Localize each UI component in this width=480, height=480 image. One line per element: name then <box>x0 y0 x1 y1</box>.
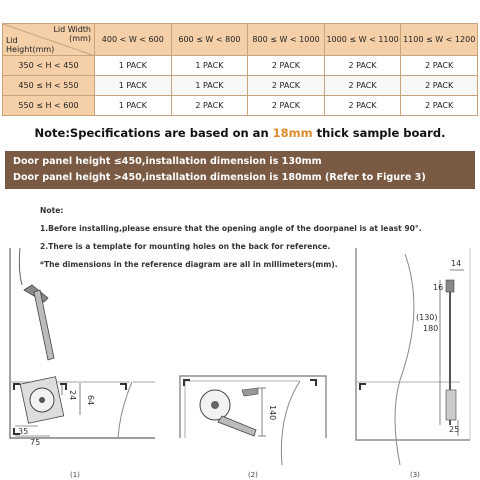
column-header: 1000 ≤ W < 1100 <box>324 24 401 56</box>
table-cell: 2 PACK <box>248 56 325 76</box>
table-header-row <box>3 24 478 56</box>
banner-line: Door panel height >450,installation dimension is 180mm (Refer to Figure 3) <box>13 172 426 183</box>
table-cell: 1 PACK <box>95 76 172 96</box>
notes-title: Note: <box>40 206 64 215</box>
figure-label: (1) <box>70 471 80 479</box>
dim-140: 140 <box>268 405 277 421</box>
table-cell: 2 PACK <box>401 56 478 76</box>
figure-2 <box>180 376 326 479</box>
table-cell: 2 PACK <box>171 96 248 116</box>
dim-25: 25 <box>449 425 460 434</box>
dim-64: 64 <box>86 395 95 406</box>
spec-note: Note:Specifications are based on an 18mm thick sample board. <box>34 126 446 140</box>
note-item: 1.Before installing,please ensure that the opening angle of the doorpanel is at least 90°. <box>40 224 422 233</box>
note-item: *The dimensions in the reference diagram are all in millimeters(mm). <box>40 260 338 269</box>
table-cell: 1 PACK <box>171 56 248 76</box>
table-cell: 1 PACK <box>95 96 172 116</box>
column-header: 800 ≤ W < 1000 <box>248 24 325 56</box>
table-cell: 2 PACK <box>401 96 478 116</box>
row-header: 550 ≤ H < 600 <box>3 96 95 116</box>
dim-130: (130) <box>416 313 438 322</box>
table-row <box>3 56 478 76</box>
table-cell: 2 PACK <box>324 96 401 116</box>
table-cell: 2 PACK <box>248 96 325 116</box>
banner-line: Door panel height ≤450,installation dimension is 130mm <box>13 156 322 167</box>
column-header: 1100 ≤ W < 1200 <box>401 24 478 56</box>
installation-diagrams <box>0 240 480 480</box>
column-header: 600 ≤ W < 800 <box>171 24 248 56</box>
corner-lid-width: Lid Width (mm) <box>53 25 91 43</box>
table-row <box>3 96 478 116</box>
figure-3 <box>356 248 470 479</box>
table-corner-cell <box>3 24 95 56</box>
thickness-highlight: 18mm <box>272 126 313 140</box>
dim-24: 24 <box>68 390 77 401</box>
row-header: 350 < H < 450 <box>3 56 95 76</box>
figure-1 <box>10 248 155 479</box>
dim-14: 14 <box>451 259 462 268</box>
dim-75: 75 <box>30 438 41 447</box>
dim-180: 180 <box>423 324 439 333</box>
note-item: 2.There is a template for mounting holes on the back for reference. <box>40 242 331 251</box>
table-cell: 1 PACK <box>171 76 248 96</box>
row-header: 450 ≤ H < 550 <box>3 76 95 96</box>
corner-lid-height: Lid Height(mm) <box>6 36 55 54</box>
table-cell: 2 PACK <box>324 56 401 76</box>
table-cell: 2 PACK <box>401 76 478 96</box>
table-cell: 2 PACK <box>324 76 401 96</box>
column-header: 400 < W < 600 <box>95 24 172 56</box>
spec-table <box>2 23 478 116</box>
table-row <box>3 76 478 96</box>
installation-banner <box>5 151 475 189</box>
dim-16: 16 <box>433 283 444 292</box>
table-cell: 2 PACK <box>248 76 325 96</box>
figure-label: (3) <box>410 471 420 479</box>
dim-35: 35 <box>18 427 29 436</box>
figure-label: (2) <box>248 471 258 479</box>
table-cell: 1 PACK <box>95 56 172 76</box>
